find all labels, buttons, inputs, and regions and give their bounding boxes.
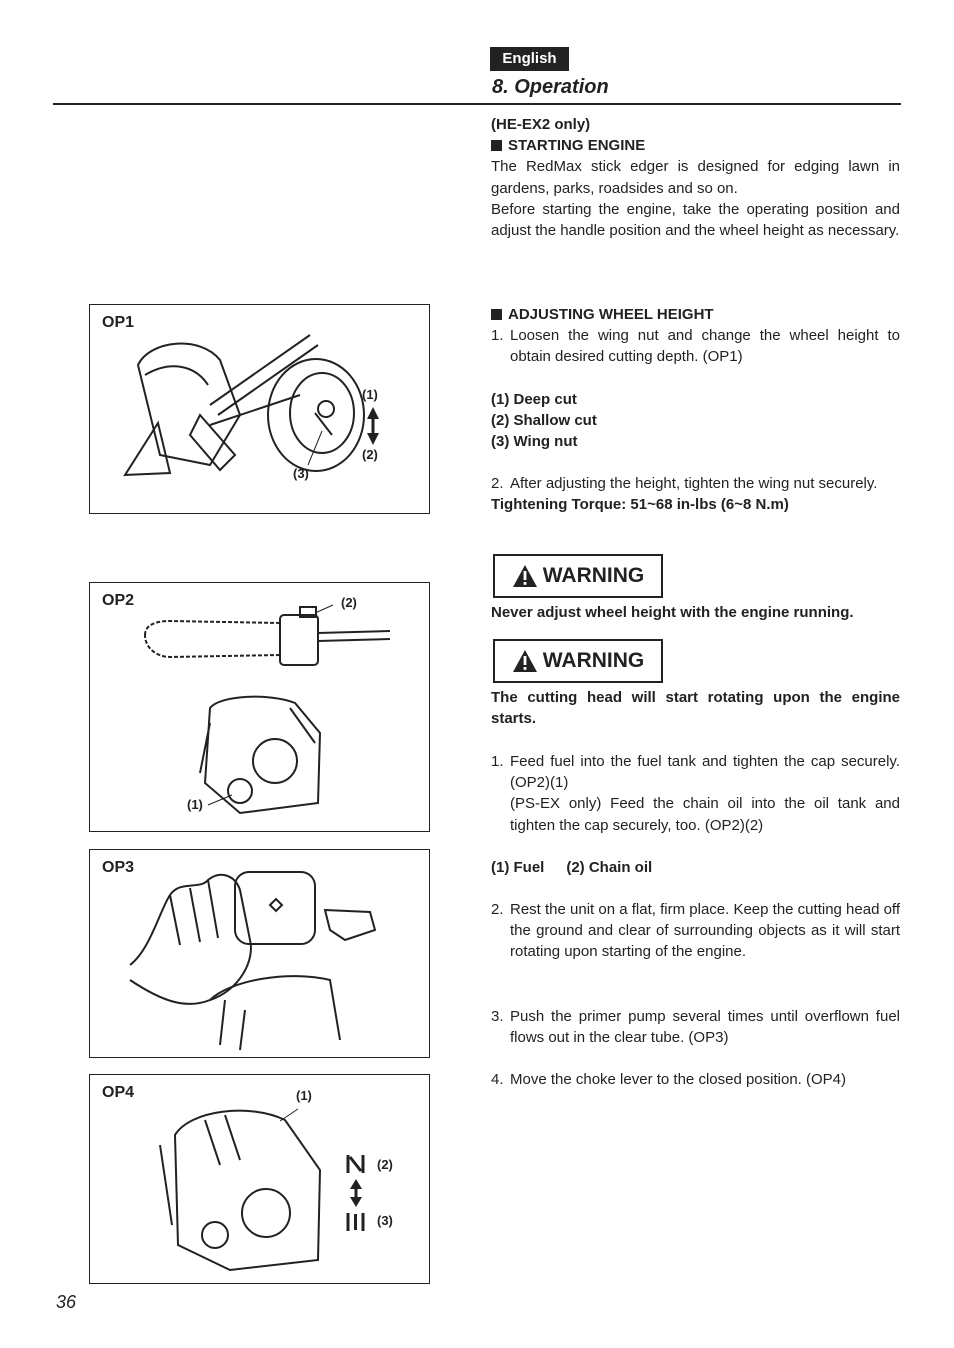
callout-choke-lever: (1) bbox=[296, 1088, 312, 1103]
header-rule bbox=[53, 103, 901, 105]
figure-label: OP2 bbox=[102, 592, 135, 609]
figure-op3 bbox=[89, 849, 430, 1058]
square-bullet-icon bbox=[491, 309, 502, 320]
start-step-2: 2. Rest the unit on a flat, firm place. Keep the cutting head off the ground and clear of surrounding objects as it will start rotating upon starting of the engine. bbox=[491, 901, 900, 961]
warning-box-2: WARNING bbox=[493, 639, 663, 683]
intro-paragraph-1: The RedMax stick edger is designed for edging lawn in gardens, parks, roadsides and so on. bbox=[491, 158, 900, 197]
callout-wing-nut: (3) bbox=[293, 466, 309, 481]
wheel-step-1: 1. Loosen the wing nut and change the wheel height to obtain desired cutting depth. (OP1) bbox=[491, 327, 900, 366]
figure-label: OP3 bbox=[102, 859, 135, 876]
page-number: 36 bbox=[56, 1292, 77, 1312]
warning-text-1: Never adjust wheel height with the engine running. bbox=[491, 604, 854, 621]
wheel-height-section bbox=[491, 304, 900, 516]
fuel-and-oil-illustration bbox=[90, 583, 429, 831]
start-steps bbox=[491, 751, 900, 1090]
language-tab: English bbox=[490, 47, 569, 71]
intro-paragraph-2: Before starting the engine, take the operating position and adjust the handle position and the wheel height as necessary. bbox=[491, 200, 900, 240]
section-title: 8. Operation bbox=[492, 76, 609, 98]
square-bullet-icon bbox=[491, 140, 502, 151]
primer-pump-illustration bbox=[90, 850, 429, 1057]
warning-text-2: The cutting head will start rotating upon the engine starts. bbox=[491, 689, 900, 728]
callout-chain-oil: (2) bbox=[341, 595, 357, 610]
warning-triangle-icon bbox=[512, 649, 538, 673]
intro-section bbox=[491, 114, 900, 241]
figure-op2 bbox=[89, 582, 430, 832]
wheel-legend-2: (2) Shallow cut bbox=[491, 411, 597, 429]
figure-op4 bbox=[89, 1074, 430, 1284]
fuel-legend: (1) Fuel (2) Chain oil bbox=[491, 858, 653, 876]
start-step-4: 4. Move the choke lever to the closed position. (OP4) bbox=[491, 1071, 847, 1089]
figure-label: OP1 bbox=[102, 314, 135, 331]
figure-op1 bbox=[89, 304, 430, 514]
start-step-3: 3. Push the primer pump several times until overflown fuel flows out in the clear tube. (OP3) bbox=[491, 1007, 900, 1046]
wheel-legend-1: (1) Deep cut bbox=[491, 390, 577, 408]
callout-deep-cut: (1) bbox=[362, 387, 378, 402]
callout-open-position: (3) bbox=[377, 1213, 393, 1228]
model-note: (HE-EX2 only) bbox=[491, 116, 591, 133]
warning-triangle-icon bbox=[512, 564, 538, 588]
figure-label: OP4 bbox=[102, 1084, 135, 1101]
callout-closed-position: (2) bbox=[377, 1157, 393, 1172]
warning-box-1: WARNING bbox=[493, 554, 663, 598]
callout-shallow-cut: (2) bbox=[362, 447, 378, 462]
callout-fuel: (1) bbox=[187, 797, 203, 812]
start-step-1: 1. Feed fuel into the fuel tank and tighten the cap securely. (OP2)(1) (PS-EX only) Feed the chain oil into the oil tank and tighten the cap securely, too. (OP2)(2) bbox=[491, 753, 900, 834]
torque-spec: Tightening Torque: 51~68 in-lbs (6~8 N.m) bbox=[491, 496, 789, 514]
edger-wheel-illustration bbox=[90, 305, 429, 513]
starting-engine-heading: STARTING ENGINE bbox=[491, 135, 900, 156]
wheel-step-2: 2. After adjusting the height, tighten the wing nut securely. bbox=[491, 475, 878, 493]
choke-lever-illustration bbox=[90, 1075, 429, 1283]
wheel-height-heading: ADJUSTING WHEEL HEIGHT bbox=[491, 304, 900, 325]
wheel-legend-3: (3) Wing nut bbox=[491, 433, 578, 451]
